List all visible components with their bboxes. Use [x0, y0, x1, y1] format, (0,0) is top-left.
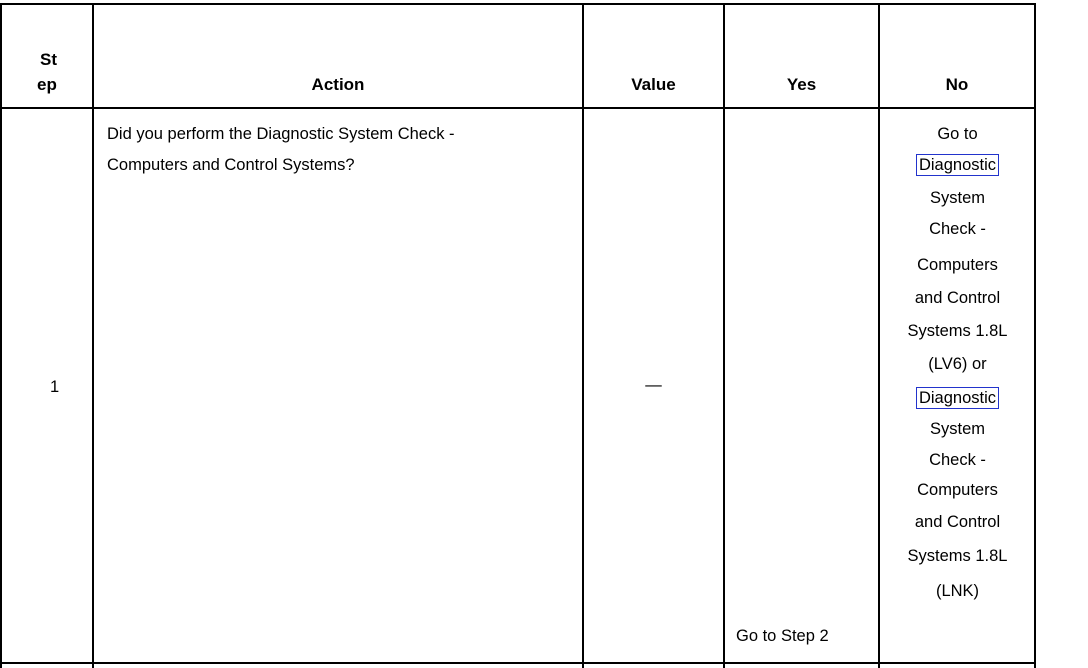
row-action-line1: Did you perform the Diagnostic System Check - [107, 125, 455, 143]
header-action: Action [311, 75, 365, 94]
no-line-2 [880, 154, 1035, 176]
no-line-9 [880, 387, 1035, 409]
no-line-14: Systems 1.8L [907, 547, 1008, 565]
header-divider [0, 107, 1036, 109]
diagnostic-link-lv6[interactable]: Diagnostic [916, 154, 999, 176]
no-line-8: (LV6) or [928, 355, 987, 373]
no-line-12: Computers [917, 481, 998, 499]
header-value: Value [631, 75, 676, 94]
header-no: No [945, 75, 969, 94]
row-action-line2: Computers and Control Systems? [107, 156, 355, 174]
no-line-5: Computers [917, 256, 998, 274]
no-line-15: (LNK) [935, 582, 980, 600]
no-line-4: Check - [929, 220, 986, 238]
no-line-11: Check - [929, 451, 986, 469]
header-step [2, 50, 92, 70]
header-step-line1: St [40, 50, 57, 69]
col-border-value-yes [723, 3, 725, 668]
row-value: — [645, 376, 662, 394]
no-line-7: Systems 1.8L [907, 322, 1008, 340]
header-step-line2: ep [37, 75, 57, 94]
row-yes: Go to Step 2 [736, 627, 829, 645]
no-line-1: Go to [937, 125, 978, 143]
row-step-number: 1 [50, 378, 60, 396]
col-border-step-action [92, 3, 94, 668]
diagnostic-link-lnk[interactable]: Diagnostic [916, 387, 999, 409]
no-line-10: System [929, 420, 985, 438]
no-line-3: System [929, 189, 985, 207]
table-top-border [0, 3, 1036, 5]
row-divider [0, 662, 1036, 664]
no-line-6: and Control [914, 289, 1001, 307]
header-yes: Yes [786, 75, 817, 94]
col-border-left [0, 3, 2, 668]
no-line-13: and Control [914, 513, 1001, 531]
col-border-action-value [582, 3, 584, 668]
